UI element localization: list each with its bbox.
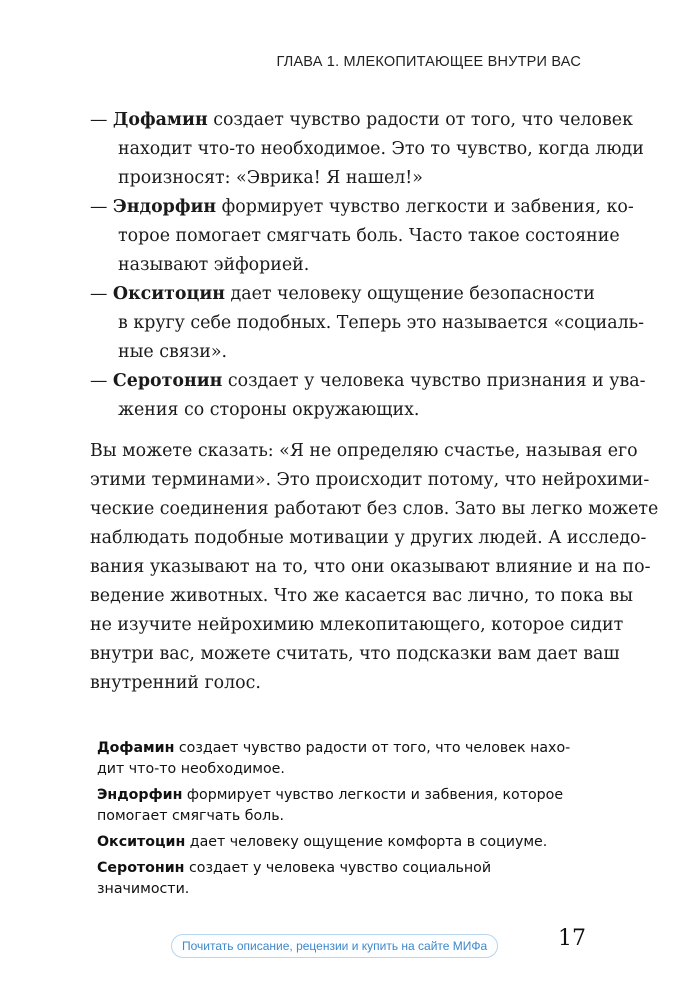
summary-text: дит что-то необходимое.: [97, 761, 285, 777]
summary-text: создает чувство радости от того, что человек нахо-: [174, 740, 571, 756]
page-number: 17: [558, 926, 586, 951]
bullet-text: жения со стороны окружающих.: [118, 400, 420, 420]
bullet-text: называют эйфорией.: [118, 255, 310, 275]
summary-text: помогает смягчать боль.: [97, 808, 285, 824]
bullet-text: в кругу себе подобных. Теперь это называется «социаль-: [118, 313, 644, 333]
summary-text: создает у человека чувство социальной: [184, 860, 492, 876]
bullet-text: ные связи».: [118, 342, 227, 362]
list-item-endorphin: [90, 193, 634, 280]
paragraph-line: не изучите нейрохимию млекопитающего, которое сидит: [90, 615, 624, 635]
summary-box: [97, 738, 571, 905]
paragraph-line: наблюдать подобные мотивации у других людей. А исследо-: [90, 528, 647, 548]
summary-term: Серотонин: [97, 860, 185, 876]
paragraph-line: этими терминами». Это происходит потому, что нейрохими-: [90, 470, 650, 490]
summary-term: Эндорфин: [97, 787, 183, 803]
summary-term: Окситоцин: [97, 834, 186, 850]
list-item-oxytocin: [90, 280, 644, 367]
bullet-text: произносят: «Эврика! Я нашел!»: [118, 168, 423, 188]
bullet-text: дает человеку ощущение безопасности: [224, 284, 595, 304]
dash: —: [90, 197, 108, 217]
running-header: ГЛАВА 1. МЛЕКОПИТАЮЩЕЕ ВНУТРИ ВАС: [276, 54, 581, 70]
summary-text: значимости.: [97, 881, 190, 897]
term-oxytocin: Окситоцин: [112, 284, 225, 304]
dash: —: [90, 284, 108, 304]
summary-text: дает человеку ощущение комфорта в социуме.: [185, 834, 548, 850]
list-item-dopamine: [90, 106, 644, 193]
paragraph-line: внутренний голос.: [90, 673, 261, 693]
summary-item-endorphin: [97, 785, 564, 827]
bullet-text: находит что-то необходимое. Это то чувство, когда люди: [118, 139, 644, 159]
buy-link[interactable]: Почитать описание, рецензии и купить на сайте МИФа: [171, 934, 498, 958]
summary-item-dopamine: [97, 738, 571, 780]
bullet-text: создает у человека чувство признания и ува-: [222, 371, 646, 391]
list-item-serotonin: [90, 367, 646, 425]
dash: —: [90, 110, 108, 130]
term-dopamine: Дофамин: [112, 110, 208, 130]
bullet-text: формирует чувство легкости и забвения, ко-: [216, 197, 634, 217]
term-endorphin: Эндорфин: [112, 197, 217, 217]
paragraph-line: ведение животных. Что же касается вас лично, то пока вы: [90, 586, 633, 606]
dash: —: [90, 371, 108, 391]
bullet-list: [90, 106, 646, 425]
summary-term: Дофамин: [97, 740, 175, 756]
summary-item-serotonin: [97, 858, 557, 900]
summary-text: формирует чувство легкости и забвения, которое: [182, 787, 564, 803]
paragraph-line: ческие соединения работают без слов. Зато вы легко можете: [90, 499, 659, 519]
paragraph-line: Вы можете сказать: «Я не определяю счастье, называя его: [90, 441, 638, 461]
term-serotonin: Серотонин: [112, 371, 223, 391]
bullet-text: создает чувство радости от того, что человек: [207, 110, 633, 130]
summary-item-oxytocin: [97, 832, 557, 853]
paragraph-line: внутри вас, можете считать, что подсказки вам дает ваш: [90, 644, 620, 664]
paragraph-line: вания указывают на то, что они оказывают влияние и на по-: [90, 557, 651, 577]
body-paragraph: [90, 437, 659, 698]
bullet-text: торое помогает смягчать боль. Часто такое состояние: [118, 226, 620, 246]
